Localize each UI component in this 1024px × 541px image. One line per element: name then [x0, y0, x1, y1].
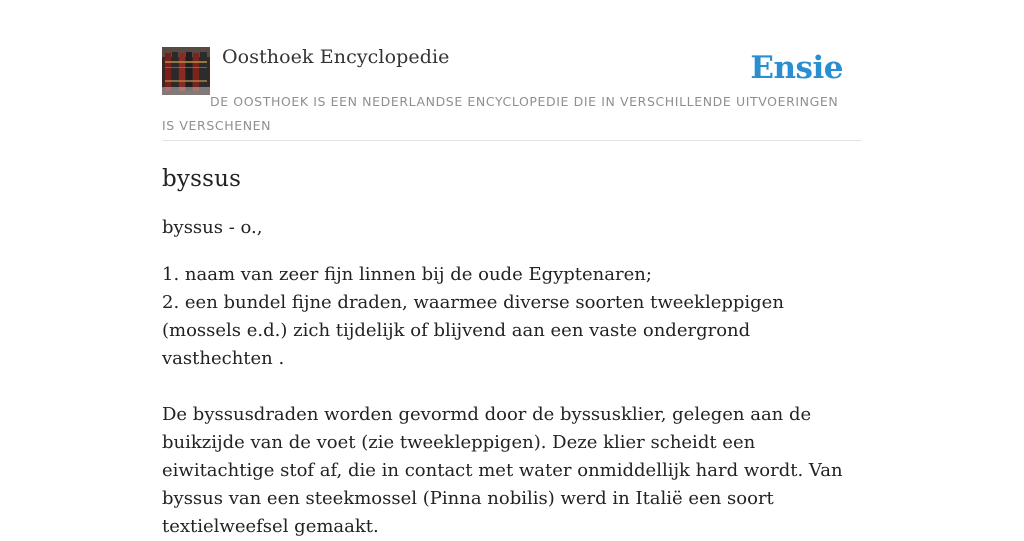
- page-title: byssus: [162, 166, 242, 192]
- source-subtitle: DE OOSTHOEK IS EEN NEDERLANDSE ENCYCLOPEDIE DIE IN VERSCHILLENDE UITVOERINGEN IS VERSCHENEN: [162, 94, 839, 133]
- definition-item: 2. een bundel fijne draden, waarmee diverse soorten tweekleppigen (mossels e.d.) zich tijdelijk of blijvend aan een vaste ondergrond vasthechten .: [162, 292, 784, 369]
- definitions: [162, 261, 862, 373]
- source-avatar[interactable]: [162, 47, 210, 95]
- headword: byssus - o.,: [162, 217, 263, 238]
- article-paragraph: De byssusdraden worden gevormd door de byssusklier, gelegen aan de buikzijde van de voet (zie tweekleppigen). Deze klier scheidt een eiwitachtige stof af, die in contact met water onmiddellijk hard wordt. Van byssus van een steekmossel (Pinna nobilis) werd in Italië een soort textielweefsel gemaakt.: [162, 404, 843, 537]
- source-name[interactable]: Oosthoek Encyclopedie: [222, 46, 450, 68]
- encyclopedia-books-icon: [162, 47, 210, 95]
- article: [162, 160, 862, 541]
- brand-logo[interactable]: Ensie: [750, 50, 843, 86]
- header: [162, 44, 862, 141]
- definition-item: 1. naam van zeer fijn linnen bij de oude Egyptenaren;: [162, 264, 652, 285]
